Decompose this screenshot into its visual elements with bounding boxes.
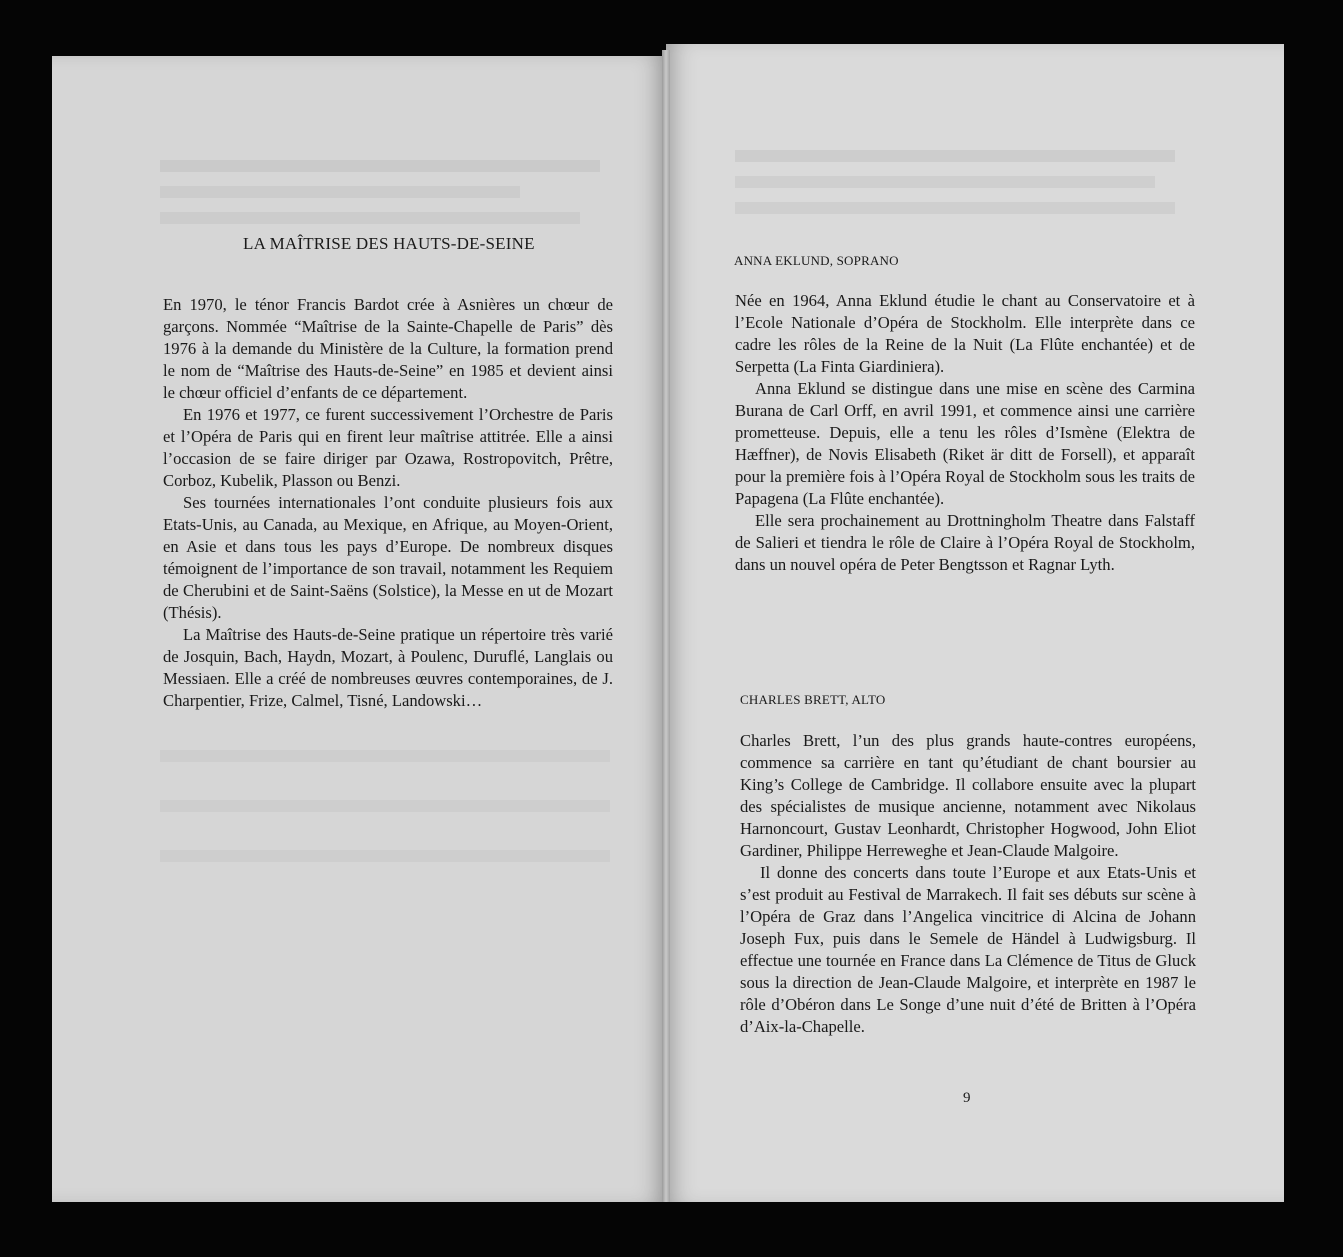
- paragraph: La Maîtrise des Hauts-de-Seine pratique un répertoire très varié de Josquin, Bach, Haydn, Mozart, à Poulenc, Duruflé, Langlais ou Messiaen. Elle a créé de nombreuses œuvres contemporaines, de J. Charpentier, Frize, Calmel, Tisné, Landowski…: [163, 625, 613, 710]
- anna-eklund-body: [735, 290, 1195, 576]
- spine: [662, 50, 670, 1202]
- page-title: LA MAÎTRISE DES HAUTS-DE-SEINE: [243, 234, 535, 253]
- page-number: 9: [963, 1090, 971, 1106]
- section-heading-charles-brett: CHARLES BRETT, ALTO: [740, 692, 886, 707]
- paragraph: Charles Brett, l’un des plus grands haute-contres européens, commence sa carrière en tant qu’étudiant de chant boursier au King’s College de Cambridge. Il collabore ensuite avec la plupart des spécialistes de musique ancienne, notamment avec Nikolaus Harnoncourt, Gustav Leonhardt, Christopher Hogwood, John Eliot Gardiner, Philippe Herreweghe et Jean-Claude Malgoire.: [740, 731, 1196, 860]
- paragraph: Anna Eklund se distingue dans une mise en scène des Carmina Burana de Carl Orff, en avril 1991, et commence ainsi une carrière prometteuse. Depuis, elle a tenu les rôles d’Ismène (Elektra de Hæffner), de Novis Elisabeth (Riket är ditt de Forsell), et apparaît pour la première fois à l’Opéra Royal de Stockholm sous les traits de Papagena (La Flûte enchantée).: [735, 379, 1195, 508]
- section-heading-anna-eklund: ANNA EKLUND, SOPRANO: [734, 253, 899, 268]
- paragraph: Née en 1964, Anna Eklund étudie le chant au Conservatoire et à l’Ecole Nationale d’Opéra de Stockholm. Elle interprète dans ce cadre les rôles de la Reine de la Nuit (La Flûte enchantée) et de Serpetta (La Finta Giardiniera).: [735, 291, 1195, 376]
- paragraph: Ses tournées internationales l’ont conduite plusieurs fois aux Etats-Unis, au Canada, au Mexique, en Afrique, au Moyen-Orient, en Asie et dans tous les pays d’Europe. De nombreux disques témoignent de l’importance de son travail, notamment les Requiem de Cherubini et de Saint-Saëns (Solstice), la Messe en ut de Mozart (Thésis).: [163, 493, 613, 622]
- paragraph: En 1970, le ténor Francis Bardot crée à Asnières un chœur de garçons. Nommée “Maîtrise de la Sainte-Chapelle de Paris” dès 1976 à la demande du Ministère de la Culture, la formation prend le nom de “Maîtrise des Hauts-de-Seine” en 1985 et devient ainsi le chœur officiel d’enfants de ce département.: [163, 295, 613, 402]
- paragraph: Il donne des concerts dans toute l’Europe et aux Etats-Unis et s’est produit au Festival de Marrakech. Il fait ses débuts sur scène à l’Opéra de Graz dans l’Angelica vincitrice di Alcina de Johann Joseph Fux, puis dans le Semele de Händel à Ludwigsburg. Il effectue une tournée en France dans La Clémence de Titus de Gluck sous la direction de Jean-Claude Malgoire, et interprète en 1987 le rôle d’Obéron dans Le Songe d’une nuit d’été de Britten à l’Opéra d’Aix-la-Chapelle.: [740, 863, 1196, 1036]
- charles-brett-body: [740, 730, 1196, 1038]
- paragraph: En 1976 et 1977, ce furent successivement l’Orchestre de Paris et l’Opéra de Paris qui en firent leur maîtrise attitrée. Elle a ainsi l’occasion de se faire diriger par Ozawa, Rostropovitch, Prêtre, Corboz, Kubelik, Plasson ou Benzi.: [163, 405, 613, 490]
- left-page-body: [163, 294, 613, 712]
- paragraph: Elle sera prochainement au Drottningholm Theatre dans Falstaff de Salieri et tiendra le rôle de Claire à l’Opéra Royal de Stockholm, dans un nouvel opéra de Peter Bengtsson et Ragnar Lyth.: [735, 511, 1195, 574]
